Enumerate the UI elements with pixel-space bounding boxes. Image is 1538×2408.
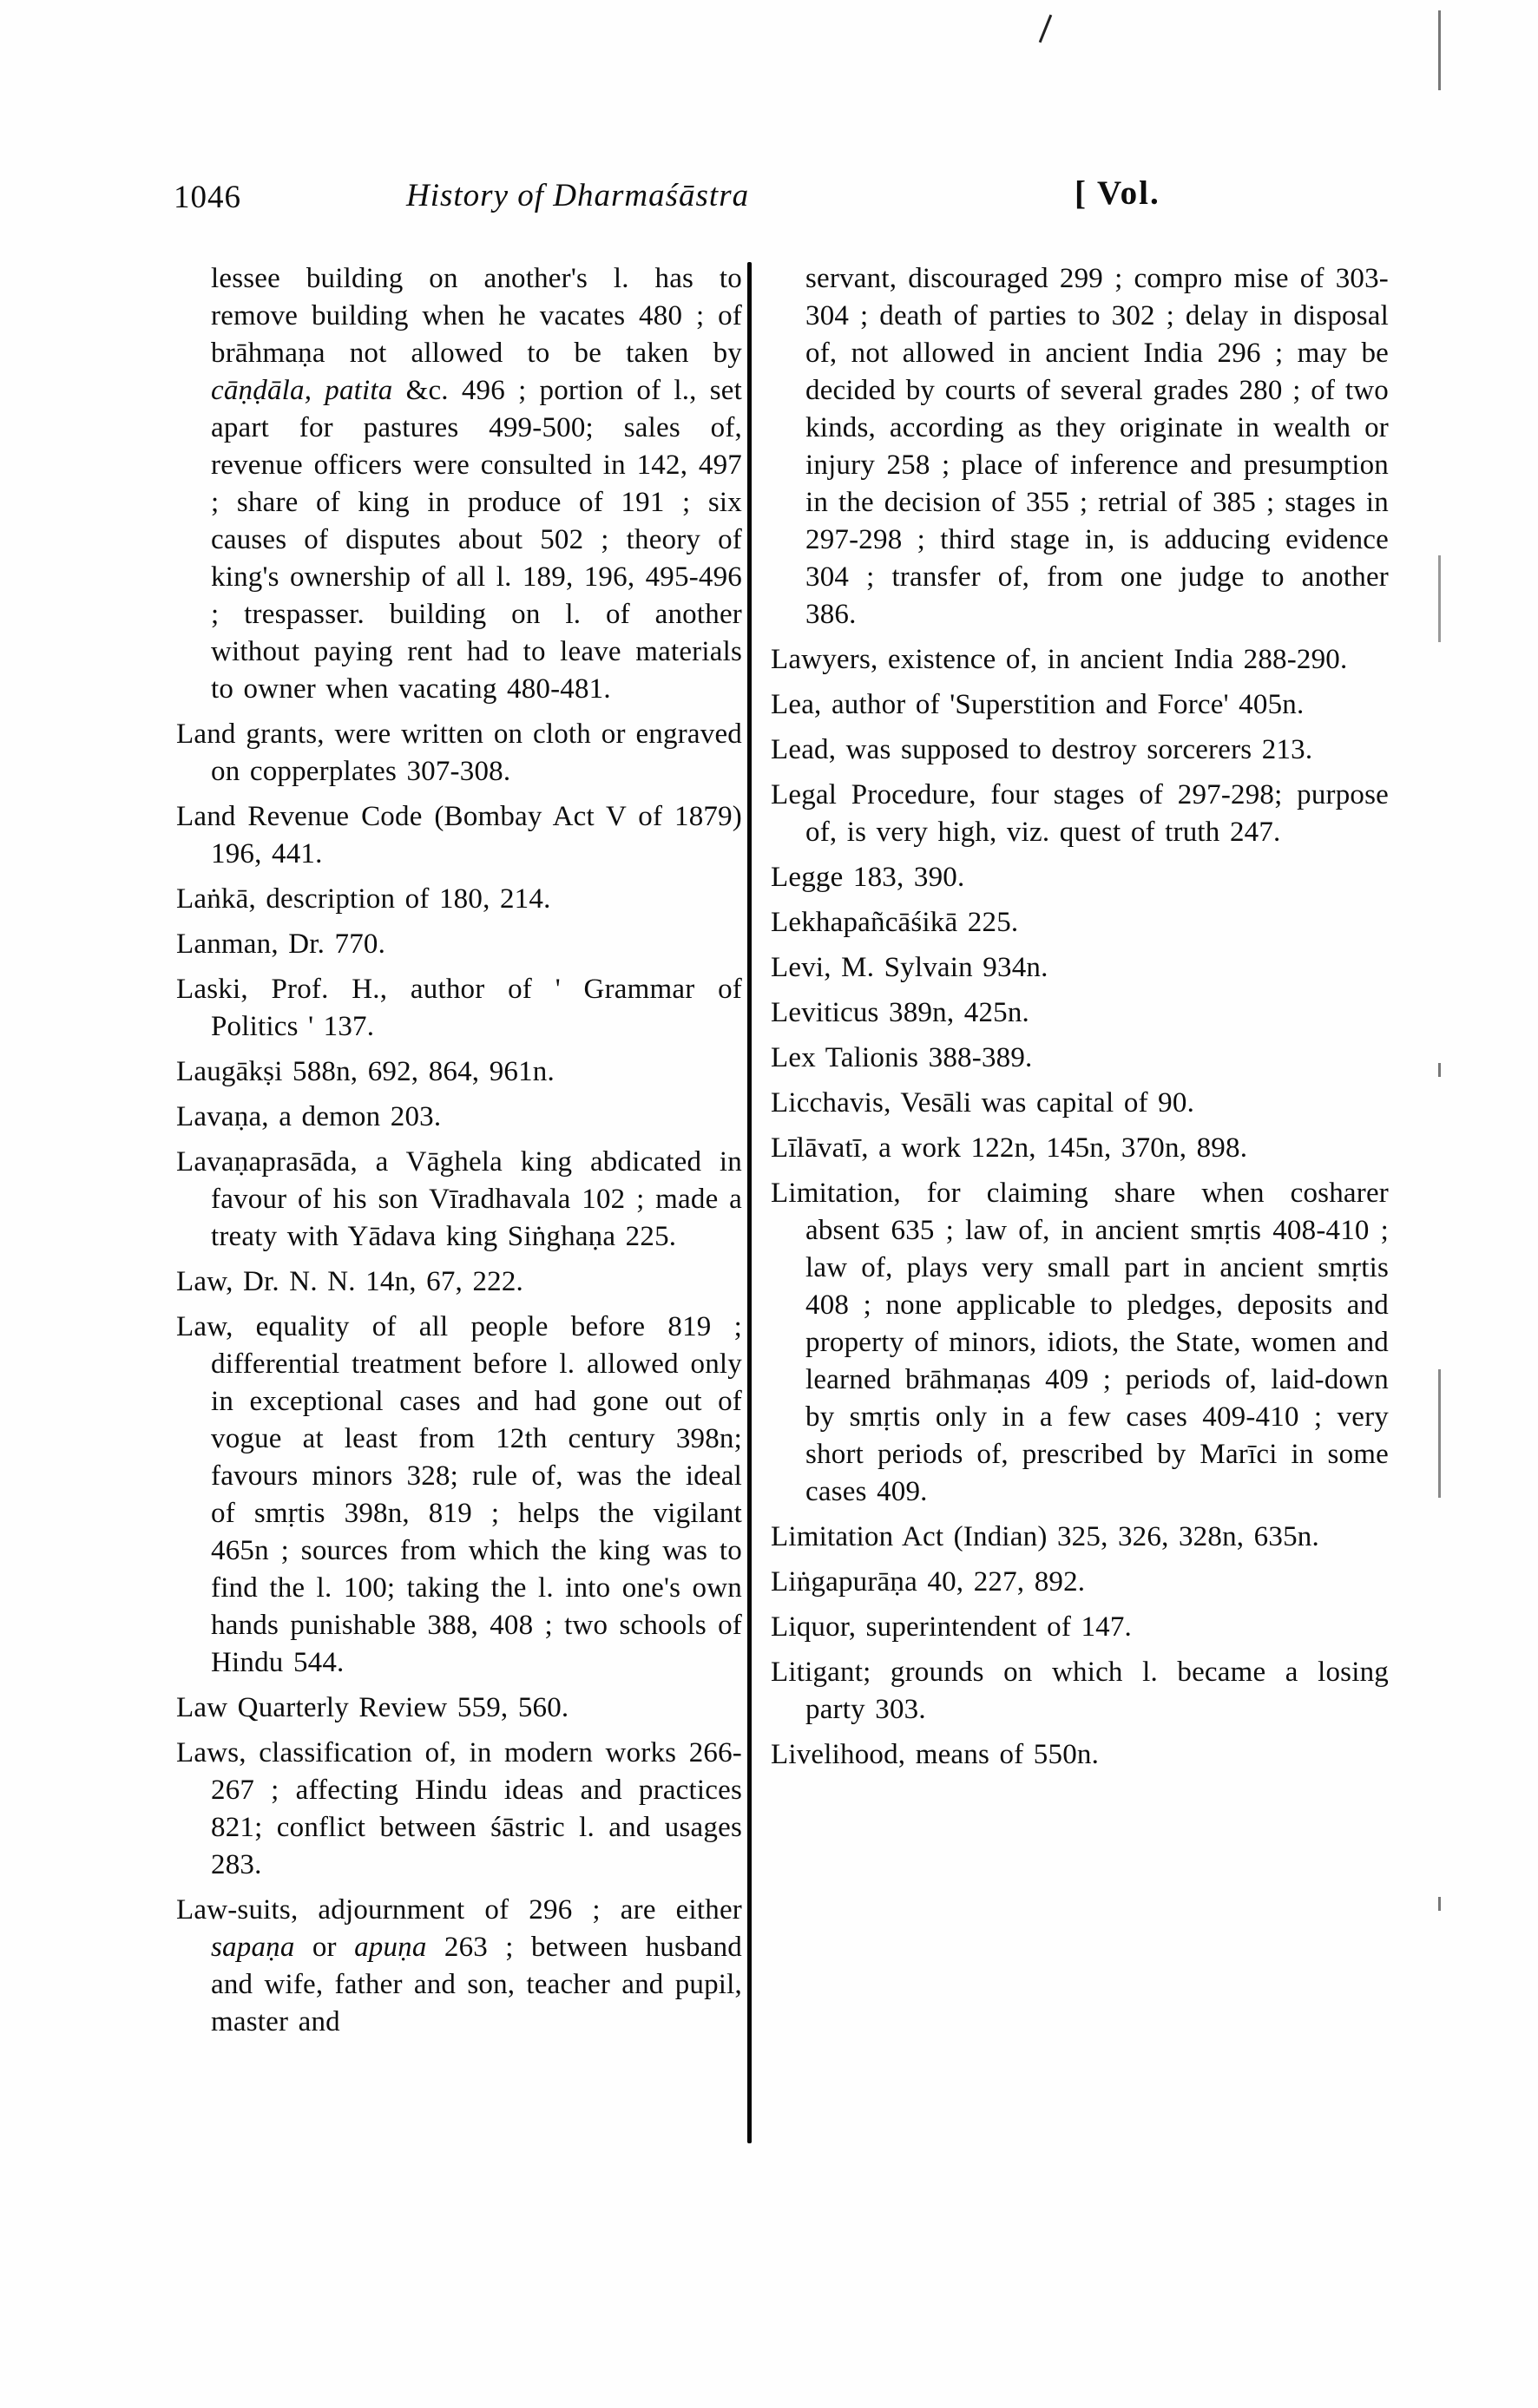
entry-text: Lavaṇaprasāda, a Vāghela king abdicated in favour of his son Vīradhavala 102 ; made a treaty with Yādava king Siṅghaṇa 225. — [176, 1146, 742, 1252]
index-entry — [771, 994, 1389, 1032]
entry-text: Laṅkā, description of 180, 214. — [176, 883, 551, 915]
index-entry — [771, 1654, 1389, 1729]
index-entry — [771, 641, 1389, 679]
index-entry — [771, 1175, 1389, 1511]
entry-text: Lea, author of 'Superstition and Force' 405n. — [771, 689, 1305, 720]
index-entry — [176, 1263, 742, 1301]
volume-label: [ Vol. — [1075, 174, 1160, 212]
italic-term: cāṇḍāla, patita — [211, 375, 393, 406]
entry-text: Lavaṇa, a demon 203. — [176, 1101, 442, 1132]
entry-text: Lekhapañcāśikā 225. — [771, 907, 1019, 938]
entry-text: Legge 183, 390. — [771, 862, 965, 893]
entry-text: Limitation, for claiming share when cosharer absent 635 ; law of, in ancient smṛtis 408-410 ; law of, plays very small part in ancient smṛtis 408 ; none applicable to pledges, deposits and property of minors, idiots, the State, women and learned brāhmaṇas 409 ; periods of, laid-down by smṛtis only in a few cases 409-410 ; very short periods of, prescribed by Marīci in some cases 409. — [771, 1178, 1389, 1507]
entry-text: Laws, classification of, in modern works 266-267 ; affecting Hindu ideas and practices 821; conflict between śāstric l. and usages 283. — [176, 1737, 742, 1880]
index-entry — [176, 716, 742, 791]
scan-artifact-edge — [1438, 10, 1441, 90]
index-entry — [176, 798, 742, 873]
entry-text: &c. 496 ; portion of l., set apart for pastures 499-500; sales of, revenue officers were consulted in 142, 497 ; share of king in produce of 191 ; six causes of disputes about 502 ; theory of king's ownership of all l. 189, 196, 495-496 ; trespasser. building on l. of another without paying rent had to leave materials to owner when vacating 480-481. — [211, 375, 742, 705]
entry-text: Livelihood, means of 550n. — [771, 1739, 1100, 1770]
scan-artifact-mark — [1039, 15, 1053, 43]
index-entry — [771, 1609, 1389, 1646]
index-entry — [176, 1053, 742, 1091]
index-entry — [176, 1309, 742, 1682]
index-entry — [176, 881, 742, 918]
index-entry — [176, 1144, 742, 1256]
index-entry — [771, 1130, 1389, 1167]
entry-text: Līlāvatī, a work 122n, 145n, 370n, 898. — [771, 1132, 1248, 1164]
index-entry — [176, 926, 742, 963]
entry-text: Laski, Prof. H., author of ' Grammar of Politics ' 137. — [176, 974, 742, 1042]
entry-text: or — [294, 1932, 355, 1963]
index-column-left — [176, 260, 742, 2049]
entry-text: Legal Procedure, four stages of 297-298; purpose of, is very high, viz. quest of truth 247. — [771, 779, 1389, 848]
scan-artifact-edge — [1438, 1897, 1441, 1911]
index-entry — [771, 904, 1389, 942]
entry-text: Law, equality of all people before 819 ; differential treatment before l. allowed only in exceptional cases and had gone out of vogue at least from 12th century 398n; favours minors 328; rule of, was the ideal of smṛtis 398n, 819 ; helps the vigilant 465n ; sources from which the king was to find the l. 100; taking the l. into one's own hands punishable 388, 408 ; two schools of Hindu 544. — [176, 1311, 742, 1678]
index-entry — [176, 1735, 742, 1884]
entry-text: Licchavis, Vesāli was capital of 90. — [771, 1087, 1195, 1119]
entry-text: Liquor, superintendent of 147. — [771, 1611, 1133, 1643]
italic-term: apuṇa — [354, 1932, 427, 1963]
scan-artifact-edge — [1438, 1063, 1441, 1077]
index-entry — [176, 1892, 742, 2041]
entry-text: Lawyers, existence of, in ancient India 288-290. — [771, 644, 1348, 675]
index-entry — [771, 686, 1389, 724]
index-entry — [771, 732, 1389, 769]
entry-text: Levi, M. Sylvain 934n. — [771, 952, 1048, 983]
entry-text: Land grants, were written on cloth or engraved on copperplates 307-308. — [176, 718, 742, 787]
index-entry — [771, 777, 1389, 851]
entry-text: 263 ; between husband and wife, father and son, teacher and pupil, master and — [211, 1932, 742, 2037]
entry-text: Limitation Act (Indian) 325, 326, 328n, 635n. — [771, 1521, 1319, 1552]
entry-text: Lex Talionis 388-389. — [771, 1042, 1033, 1073]
index-entry — [771, 1085, 1389, 1122]
index-entry — [771, 1040, 1389, 1077]
entry-text: Laugākṣi 588n, 692, 864, 961n. — [176, 1056, 555, 1087]
index-entry — [771, 1736, 1389, 1774]
index-entry — [771, 949, 1389, 987]
entry-text: Lead, was supposed to destroy sorcerers 213. — [771, 734, 1313, 765]
entry-text: Litigant; grounds on which l. became a losing party 303. — [771, 1657, 1389, 1725]
entry-text: Liṅgapurāṇa 40, 227, 892. — [771, 1566, 1086, 1598]
entry-text: Leviticus 389n, 425n. — [771, 997, 1029, 1028]
index-entry — [176, 1099, 742, 1136]
entry-text: lessee building on another's l. has to remove building when he vacates 480 ; of brāhmaṇa not allowed to be taken by — [211, 263, 742, 369]
index-entry — [771, 260, 1389, 633]
index-entry — [771, 859, 1389, 896]
index-entry — [771, 1564, 1389, 1601]
entry-text: Law-suits, adjournment of 296 ; are either — [176, 1894, 742, 1926]
index-entry — [176, 260, 742, 708]
scan-artifact-edge — [1438, 555, 1441, 642]
entry-text: servant, discouraged 299 ; compro mise of 303-304 ; death of parties to 302 ; delay in disposal of, not allowed in ancient India 296 ; may be decided by courts of several grades 280 ; of two kinds, according as they originate in wealth or injury 258 ; place of inference and presumption in the decision of 355 ; retrial of 385 ; stages in 297-298 ; third stage in, is adducing evidence 304 ; transfer of, from one judge to another 386. — [805, 263, 1389, 630]
entry-text: Lanman, Dr. 770. — [176, 928, 386, 960]
page-header — [0, 172, 1538, 233]
column-divider-rule — [747, 262, 752, 2143]
index-entry — [771, 1519, 1389, 1556]
page-number: 1046 — [174, 180, 241, 215]
index-entry — [176, 1690, 742, 1727]
entry-text: Land Revenue Code (Bombay Act V of 1879) 196, 441. — [176, 801, 742, 869]
running-title: History of Dharmaśāstra — [406, 178, 750, 213]
entry-text: Law, Dr. N. N. 14n, 67, 222. — [176, 1266, 524, 1297]
entry-text: Law Quarterly Review 559, 560. — [176, 1692, 569, 1723]
index-entry — [176, 971, 742, 1046]
italic-term: sapaṇa — [211, 1932, 295, 1963]
index-column-right — [771, 260, 1389, 1781]
scan-artifact-edge — [1438, 1369, 1441, 1498]
